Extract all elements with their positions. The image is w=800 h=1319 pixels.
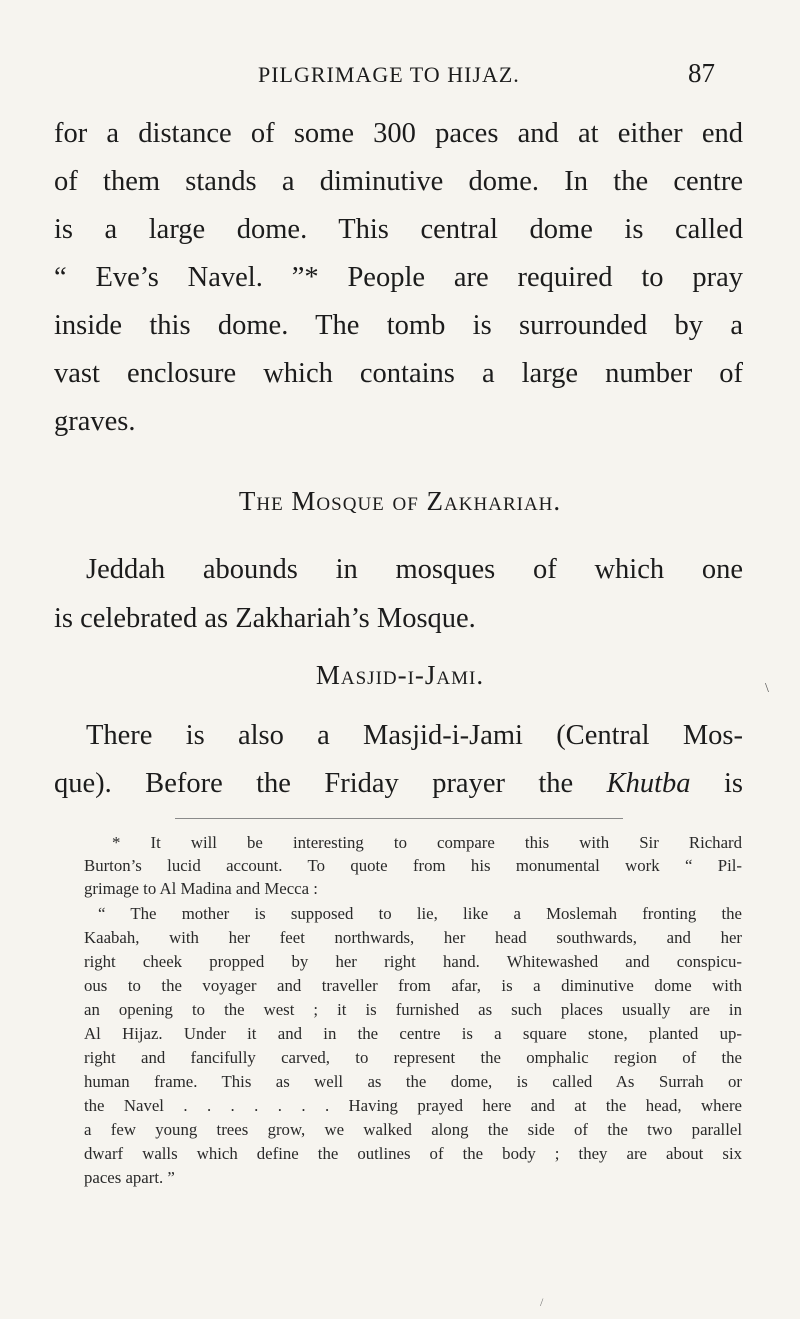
stray-mark: / xyxy=(540,1295,544,1309)
footnote-line: a few young trees grow, we walked along the side of the two parallel xyxy=(84,1120,742,1139)
text-line: is celebrated as Zakhariah’s Mosque. xyxy=(54,603,476,634)
footnote-line: the Navel . . . . . . . Having prayed here and at the head, where xyxy=(84,1096,742,1115)
text-line: There is also a Masjid-i-Jami (Central Mos- xyxy=(86,720,743,751)
footnote-rule xyxy=(175,818,623,819)
footnote-line: dwarf walls which define the outlines of the body ; they are about six xyxy=(84,1144,742,1163)
text-line: inside this dome. The tomb is surrounded by a xyxy=(54,310,743,341)
footnote-line: Kaabah, with her feet northwards, her head southwards, and her xyxy=(84,928,742,947)
text-line: “ Eve’s Navel. ”* People are required to pray xyxy=(54,262,743,293)
footnote-line: “ The mother is supposed to lie, like a Moslemah fronting the xyxy=(98,904,742,923)
footnote-line: an opening to the west ; it is furnished as such places usually are in xyxy=(84,1000,742,1019)
text-line xyxy=(54,770,743,799)
footnote-line: ous to the voyager and traveller from afar, is a diminutive dome with xyxy=(84,976,742,995)
text-segment: que). Before the Friday prayer the xyxy=(54,768,607,799)
footnote-line: paces apart. ” xyxy=(84,1168,175,1187)
footnote-line: Al Hijaz. Under it and in the centre is a square stone, planted up- xyxy=(84,1024,742,1043)
text-line: Jeddah abounds in mosques of which one xyxy=(86,554,743,585)
stray-mark: \ xyxy=(765,681,769,696)
footnote-line: grimage to Al Madina and Mecca : xyxy=(84,879,318,898)
footnote-line: human frame. This as well as the dome, is called As Surrah or xyxy=(84,1072,742,1091)
footnote-line: right cheek propped by her right hand. Whitewashed and conspicu- xyxy=(84,952,742,971)
page-number: 87 xyxy=(688,58,715,88)
footnote-line: Burton’s lucid account. To quote from his monumental work “ Pil- xyxy=(84,856,742,875)
page-header xyxy=(0,58,800,98)
section-heading: Masjid-i-Jami. xyxy=(315,660,485,690)
footnote-line: * It will be interesting to compare this with Sir Richard xyxy=(112,833,742,852)
text-line: vast enclosure which contains a large number of xyxy=(54,358,743,389)
section-heading: The Mosque of Zakhariah. xyxy=(238,486,562,516)
text-segment: is xyxy=(690,768,743,799)
text-line: for a distance of some 300 paces and at either end xyxy=(54,118,743,149)
text-line: of them stands a diminutive dome. In the centre xyxy=(54,166,743,197)
italic-term: Khutba xyxy=(606,768,691,799)
running-head: PILGRIMAGE TO HIJAZ. xyxy=(258,62,520,87)
text-line: graves. xyxy=(54,406,136,437)
text-line: is a large dome. This central dome is called xyxy=(54,214,743,245)
footnote-line: right and fancifully carved, to represent the omphalic region of the xyxy=(84,1048,742,1067)
